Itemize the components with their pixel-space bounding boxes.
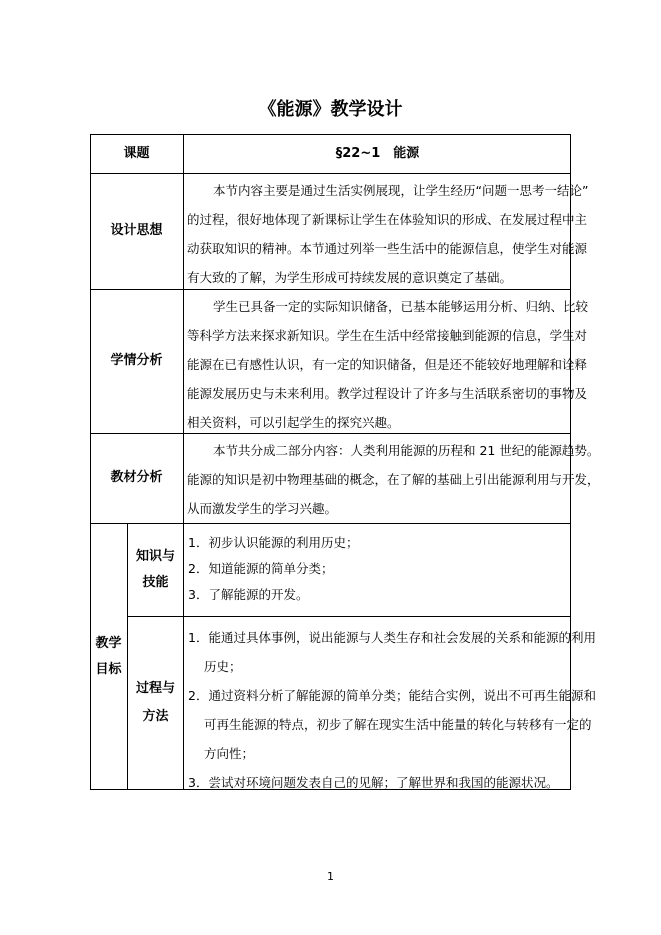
- list-item: 1．初步认识能源的利用历史；: [188, 535, 359, 550]
- knowledge-list: [188, 530, 358, 608]
- goals-label: [90, 523, 127, 790]
- material-label: 教材分析: [110, 470, 163, 485]
- list-item: 1．能通过具体事例，说出能源与人类生存和社会发展的关系和能源的利用: [188, 630, 596, 645]
- list-item: 3．了解能源的开发。: [188, 587, 309, 602]
- text-line: 的过程，很好地体现了新课标让学生在体验知识的形成、在发展过程中主: [187, 212, 588, 227]
- text-line: 本节内容主要是通过生活实例展现，让学生经历“问题一思考一结论”: [213, 183, 589, 198]
- process-label: [128, 616, 183, 790]
- design-label: 设计思想: [110, 223, 163, 238]
- list-item-continuation: 可再生能源的特点，初步了解在现实生活中能量的转化与转移有一定的: [204, 717, 592, 732]
- students-text: [187, 292, 588, 437]
- text-line: 能源在已有感性认识，有一定的知识储备，但是还不能较好地理解和诠释: [187, 357, 588, 372]
- text-line: 从而激发学生的学习兴趣。: [187, 501, 338, 516]
- text-line: 相关资料，可以引起学生的探究兴趣。: [187, 415, 400, 430]
- page-number: 1: [327, 870, 334, 883]
- label-line: 技能: [142, 574, 169, 590]
- list-item: 2．通过资料分析了解能源的简单分类；能结合实例，说出不可再生能源和: [188, 688, 596, 703]
- label-line: 教学: [95, 635, 122, 651]
- text-line: 学生已具备一定的实际知识储备，已基本能够运用分析、归纳、比较: [213, 299, 589, 314]
- text-line: 本节共分成二部分内容：人类利用能源的历程和 21 世纪的能源趋势。: [213, 443, 600, 458]
- text-line: 动获取知识的精神。本节通过列举一些生活中的能源信息，使学生对能源: [187, 241, 588, 256]
- label-line: 方法: [142, 709, 169, 724]
- document-title: 《能源》教学设计: [258, 99, 403, 120]
- list-item: 2．知道能源的简单分类；: [188, 561, 334, 576]
- list-item: 3．尝试对环境问题发表自己的见解；了解世界和我国的能源状况。: [188, 775, 559, 790]
- students-label: 学情分析: [110, 353, 163, 368]
- text-line: 能源发展历史与未来利用。教学过程设计了许多与生活联系密切的事物及: [187, 386, 588, 401]
- label-line: 目标: [95, 661, 122, 677]
- text-line: 能源的知识是初中物理基础的概念，在了解的基础上引出能源利用与开发，: [187, 472, 600, 487]
- process-list: [188, 623, 596, 797]
- column-divider: [183, 134, 184, 790]
- knowledge-label: [128, 523, 183, 616]
- label-line: 知识与: [135, 548, 175, 564]
- topic-label: 课题: [123, 145, 150, 161]
- text-line: 等科学方法来探求新知识。学生在生活中经常接触到能源的信息，学生对: [187, 328, 588, 343]
- topic-value: §22~1 能源: [335, 145, 420, 161]
- label-line: 过程与: [135, 681, 175, 696]
- design-text: [187, 176, 588, 292]
- list-item-continuation: 历史；: [204, 659, 242, 674]
- row-divider: [127, 616, 571, 617]
- text-line: 有大致的了解，为学生形成可持续发展的意识奠定了基础。: [187, 270, 513, 285]
- list-item-continuation: 方向性；: [204, 746, 255, 761]
- material-text: [187, 436, 600, 523]
